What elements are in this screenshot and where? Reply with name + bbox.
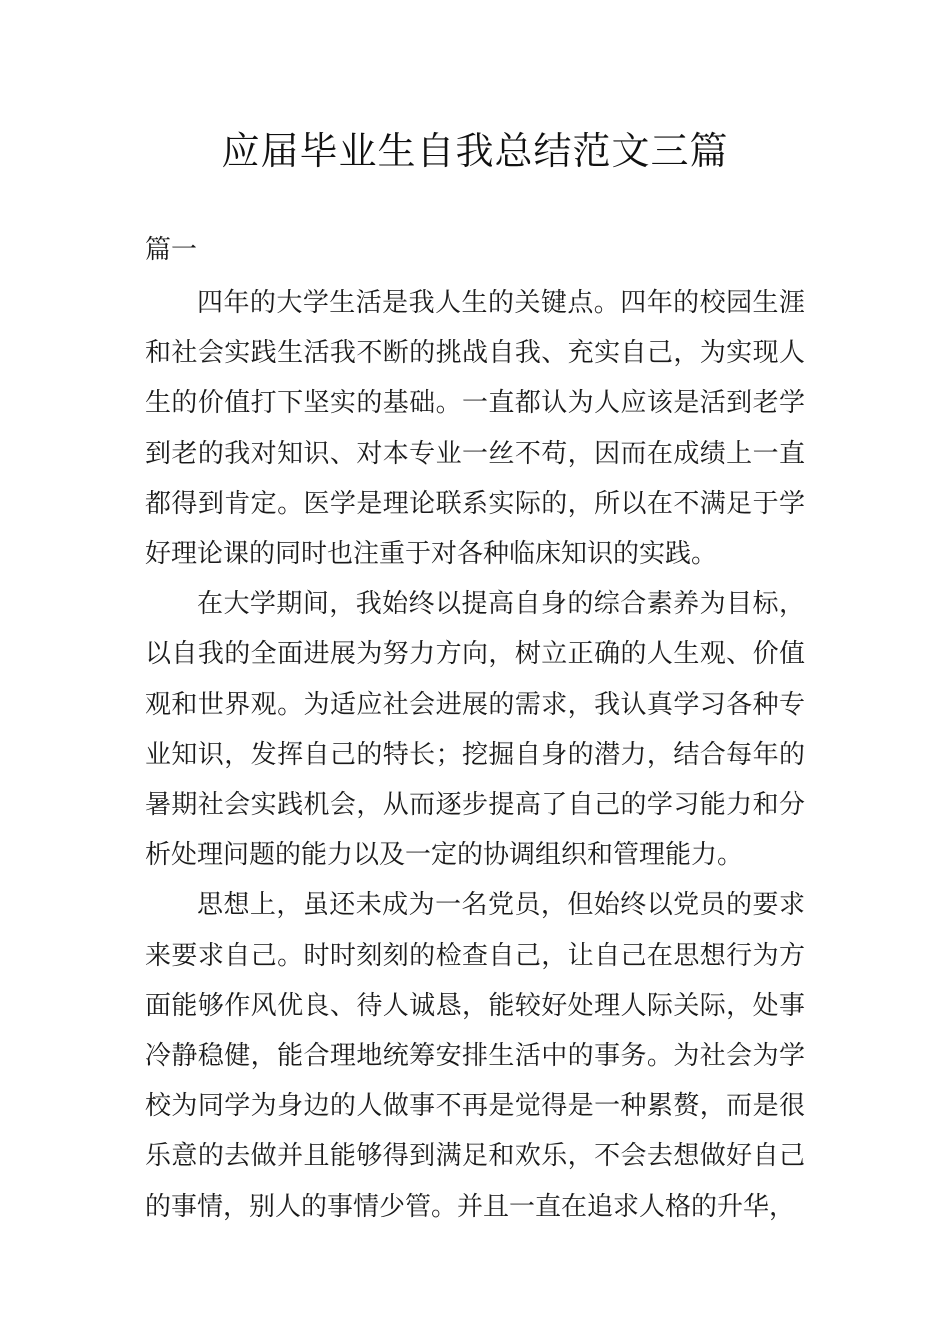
- paragraph-3: 思想上，虽还未成为一名党员，但始终以党员的要求来要求自己。时时刻刻的检查自己，让自己在思想行为方面能够作风优良、待人诚恳，能较好处理人际关际，处事冷静稳健，能合理地统筹安排生活中的事务。为社会为学校为同学为身边的人做事不再是觉得是一种累赘，而是很乐意的去做并且能够得到满足和欢乐，不会去想做好自己的事情，别人的事情少管。并且一直在追求人格的升华，: [145, 890, 805, 1222]
- paragraph-2: 在大学期间，我始终以提高自身的综合素养为目标，以自我的全面进展为努力方向，树立正确的人生观、价值观和世界观。为适应社会进展的需求，我认真学习各种专业知识，发挥自己的特长；挖掘自身的潜力，结合每年的暑期社会实践机会，从而逐步提高了自己的学习能力和分析处理问题的能力以及一定的协调组织和管理能力。: [145, 589, 805, 871]
- section-label: 篇一: [145, 235, 198, 265]
- paragraph-1: 四年的大学生活是我人生的关键点。四年的校园生涯和社会实践生活我不断的挑战自我、充实自己，为实现人生的价值打下坚实的基础。一直都认为人应该是活到老学到老的我对知识、对本专业一丝不苟，因而在成绩上一直都得到肯定。医学是理论联系实际的，所以在不满足于学好理论课的同时也注重于对各种临床知识的实践。: [145, 288, 805, 570]
- document-body: [145, 278, 805, 1232]
- document-title: 应届毕业生自我总结范文三篇: [221, 129, 729, 173]
